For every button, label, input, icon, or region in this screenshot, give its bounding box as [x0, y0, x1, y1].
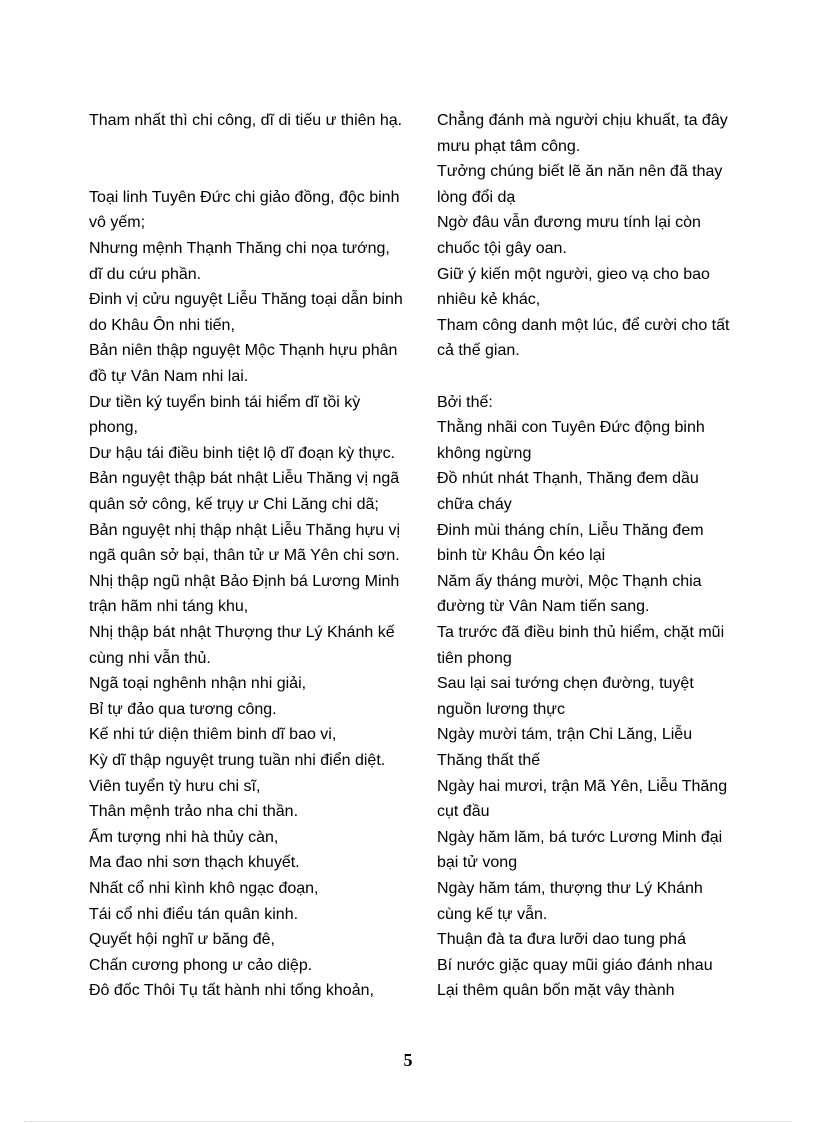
left-column-line: vô yếm; — [89, 214, 146, 232]
left-column-line: Nhị thập bát nhật Thượng thư Lý Khánh kế — [89, 624, 395, 641]
right-column-line: nhiêu kẻ khác, — [437, 291, 541, 309]
left-column-line: Kỳ dĩ thập nguyệt trung tuần nhi điển diệt. — [89, 752, 386, 769]
right-column-line: Ngày hăm lăm, bá tước Lương Minh đại — [437, 828, 723, 846]
left-column-line: Đô đốc Thôi Tụ tất hành nhi tống khoản, — [89, 982, 374, 1000]
right-column-line: cụt đầu — [437, 803, 490, 821]
right-column-line: Sau lại sai tướng chẹn đường, tuyệt — [437, 675, 694, 693]
left-column-line: Bản nguyệt thập bát nhật Liễu Thăng vị ngã — [89, 470, 400, 488]
left-column-line: Kế nhi tứ diện thiêm binh dĩ bao vi, — [89, 726, 337, 744]
left-column-line: Viên tuyển tỳ hưu chi sĩ, — [89, 777, 261, 795]
left-column-line: Nhị thập ngũ nhật Bảo Định bá Lương Minh — [89, 572, 400, 590]
right-column-line: mưu phạt tâm công. — [437, 137, 581, 155]
right-column-line: Tưởng chúng biết lẽ ăn năn nên đã thay — [437, 163, 723, 181]
right-column-line: Bởi thế: — [437, 393, 493, 411]
right-column-line: Ngờ đâu vẫn đương mưu tính lại còn — [437, 214, 701, 232]
left-column-line: Ma đao nhi sơn thạch khuyết. — [89, 854, 300, 872]
right-column-line: Giữ ý kiến một người, gieo vạ cho bao — [437, 265, 710, 283]
left-column-line: Tham nhất thì chi công, dĩ di tiếu ư thiên hạ. — [89, 112, 403, 129]
left-column-line: Ngã toại nghênh nhận nhi giải, — [89, 675, 307, 693]
left-column-line: cùng nhi vẫn thủ. — [89, 649, 211, 667]
left-column-line: Bản nguyệt nhị thập nhật Liễu Thăng hựu vị — [89, 521, 401, 539]
left-column-line: trận hãm nhi táng khu, — [89, 598, 249, 616]
right-column-line: đường từ Vân Nam tiến sang. — [437, 598, 650, 616]
right-column-line: Thằng nhãi con Tuyên Đức động binh — [437, 419, 705, 437]
right-column-line: Lại thêm quân bốn mặt vây thành — [437, 982, 675, 1000]
right-column-line: Ngày hai mươi, trận Mã Yên, Liễu Thăng — [437, 777, 728, 795]
right-column-line: Đồ nhút nhát Thạnh, Thăng đem dầu — [437, 470, 699, 488]
left-column-line: Bỉ tự đảo qua tương công. — [89, 700, 277, 718]
left-column-line: Nhưng mệnh Thạnh Thăng chi nọa tướng, — [89, 240, 390, 257]
right-column-line: Ta trước đã điều binh thủ hiểm, chặt mũi — [437, 624, 725, 641]
left-column-line: Tái cổ nhi điểu tán quân kinh. — [89, 905, 299, 923]
right-column-line: binh từ Khâu Ôn kéo lại — [437, 547, 606, 565]
right-column-line: Đinh mùi tháng chín, Liễu Thăng đem — [437, 521, 704, 539]
left-column-line: Bản niên thập nguyệt Mộc Thạnh hựu phân — [89, 342, 398, 360]
right-column-line: chữa cháy — [437, 496, 512, 513]
right-column-line: Thăng thất thế — [437, 752, 541, 769]
right-column-line: cả thế gian. — [437, 342, 520, 360]
right-column-line: Ngày hăm tám, thượng thư Lý Khánh — [437, 880, 703, 897]
left-column-line: Chấn cương phong ư cảo diệp. — [89, 956, 313, 974]
right-column-line: nguồn lương thực — [437, 700, 565, 718]
left-column-line: Nhất cổ nhi kình khô ngạc đoạn, — [89, 880, 319, 897]
left-column-line: phong, — [89, 419, 138, 437]
page-bottom-rule — [24, 1121, 792, 1122]
right-column-line: Chẳng đánh mà người chịu khuất, ta đây — [437, 112, 728, 129]
right-column-line: tiên phong — [437, 649, 512, 667]
page-number: 5 — [403, 1050, 413, 1070]
right-column-line: cùng kế tự vẫn. — [437, 905, 548, 923]
left-column-line: Thân mệnh trảo nha chi thần. — [89, 803, 299, 821]
right-column-line: Tham công danh một lúc, để cười cho tất — [437, 316, 730, 334]
left-column-line: Toại linh Tuyên Đức chi giảo đồng, độc binh — [89, 188, 400, 206]
right-column-line: Thuận đà ta đưa lưỡi dao tung phá — [437, 931, 686, 949]
right-column-line: không ngừng — [437, 444, 532, 462]
right-column-line: Ngày mười tám, trận Chi Lăng, Liễu — [437, 726, 693, 744]
right-column-line: lòng đổi dạ — [437, 188, 516, 206]
left-column-line: dĩ du cứu phần. — [89, 265, 202, 283]
right-column-line: Bí nước giặc quay mũi giáo đánh nhau — [437, 956, 713, 974]
left-column-line: Đinh vị cửu nguyệt Liễu Thăng toại dẫn binh — [89, 291, 403, 309]
left-column-line: quân sở công, kế trụy ư Chi Lăng chi dã; — [89, 496, 379, 513]
left-column-line: Dư hậu tái điều binh tiệt lộ dĩ đoạn kỳ thực. — [89, 444, 396, 462]
left-column-line: đồ tự Vân Nam nhi lai. — [89, 368, 249, 385]
left-column-line: Dư tiền ký tuyển binh tái hiểm dĩ tồi kỳ — [89, 393, 361, 411]
left-column-line: ngã quân sở bại, thân tử ư Mã Yên chi sơn. — [89, 547, 400, 565]
left-column-line: Quyết hội nghĩ ư băng đê, — [89, 931, 275, 949]
left-column-line: do Khâu Ôn nhi tiến, — [89, 316, 235, 334]
left-column-line: Ẩm tượng nhi hà thủy càn, — [89, 828, 279, 846]
right-column-line: bại tử vong — [437, 854, 518, 872]
right-column-line: Năm ấy tháng mười, Mộc Thạnh chia — [437, 572, 702, 590]
right-column-line: chuốc tội gây oan. — [437, 240, 567, 257]
